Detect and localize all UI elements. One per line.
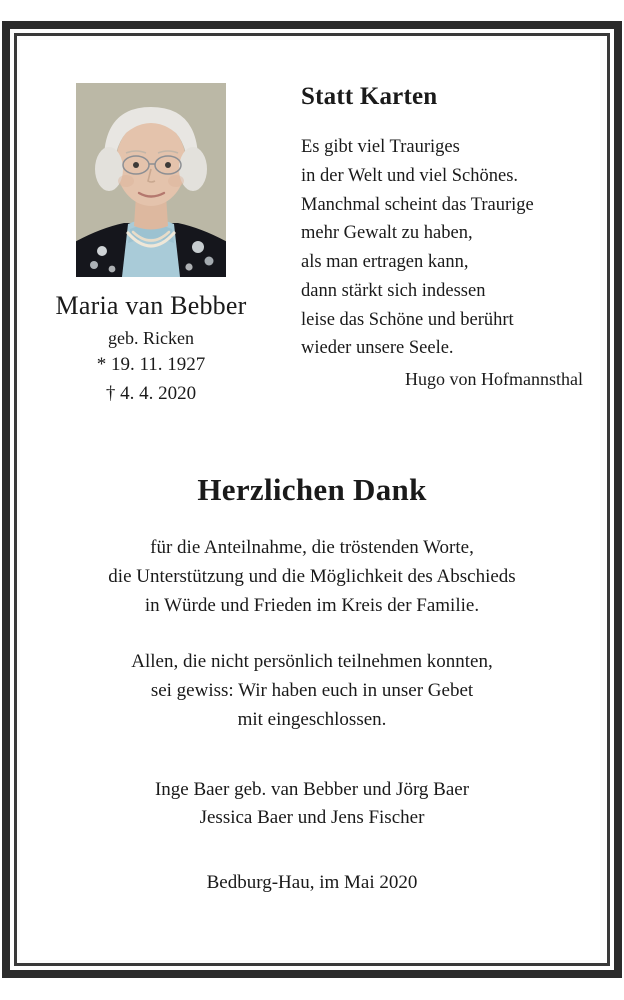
thanks-line: mit eingeschlossen. bbox=[237, 708, 387, 730]
poem-line: Es gibt viel Trauriges bbox=[301, 137, 460, 157]
thanks-section bbox=[17, 472, 607, 893]
death-date: † 4. 4. 2020 bbox=[105, 382, 197, 404]
thanks-line: die Unterstützung und die Möglichkeit des Abschieds bbox=[108, 566, 516, 588]
signer-line: Jessica Baer und Jens Fischer bbox=[199, 807, 425, 829]
poem-line: Manchmal scheint das Traurige bbox=[301, 194, 534, 215]
thanks-line: sei gewiss: Wir haben euch in unser Gebet bbox=[150, 679, 474, 701]
herzlichen-dank-heading: Herzlichen Dank bbox=[197, 472, 427, 508]
thanks-line: Allen, die nicht persönlich teilnehmen konnten, bbox=[131, 651, 493, 673]
poem-author: Hugo von Hofmannsthal bbox=[405, 369, 583, 390]
memorial-card-inner-border bbox=[14, 33, 610, 966]
poem-line: wieder unsere Seele. bbox=[301, 338, 454, 359]
poem-column bbox=[285, 83, 607, 390]
place-and-date: Bedburg-Hau, im Mai 2020 bbox=[206, 871, 418, 893]
poem-line: mehr Gewalt zu haben, bbox=[301, 223, 473, 244]
poem-line: leise das Schöne und berührt bbox=[301, 309, 514, 330]
signer-line: Inge Baer geb. van Bebber und Jörg Baer bbox=[154, 778, 470, 800]
memorial-card bbox=[2, 21, 622, 978]
thanks-paragraph-2 bbox=[17, 648, 607, 735]
top-section bbox=[17, 36, 607, 406]
birth-date: * 19. 11. 1927 bbox=[96, 354, 206, 376]
statt-karten-heading: Statt Karten bbox=[301, 83, 438, 110]
poem-line: als man ertragen kann, bbox=[301, 252, 469, 273]
memorial-card-content bbox=[17, 36, 607, 963]
poem-line: in der Welt und viel Schönes. bbox=[301, 165, 519, 186]
portrait-and-name-column bbox=[17, 83, 285, 406]
portrait-photo bbox=[76, 83, 226, 277]
poem-body bbox=[301, 133, 587, 363]
deceased-maiden-name: geb. Ricken bbox=[108, 327, 194, 348]
thanks-line: für die Anteilnahme, die tröstenden Worte, bbox=[150, 537, 474, 559]
signers-block bbox=[17, 776, 607, 833]
deceased-name: Maria van Bebber bbox=[55, 291, 247, 320]
poem-line: dann stärkt sich indessen bbox=[301, 280, 486, 301]
thanks-line: in Würde und Frieden im Kreis der Familie. bbox=[144, 595, 480, 617]
thanks-paragraph-1 bbox=[17, 534, 607, 621]
